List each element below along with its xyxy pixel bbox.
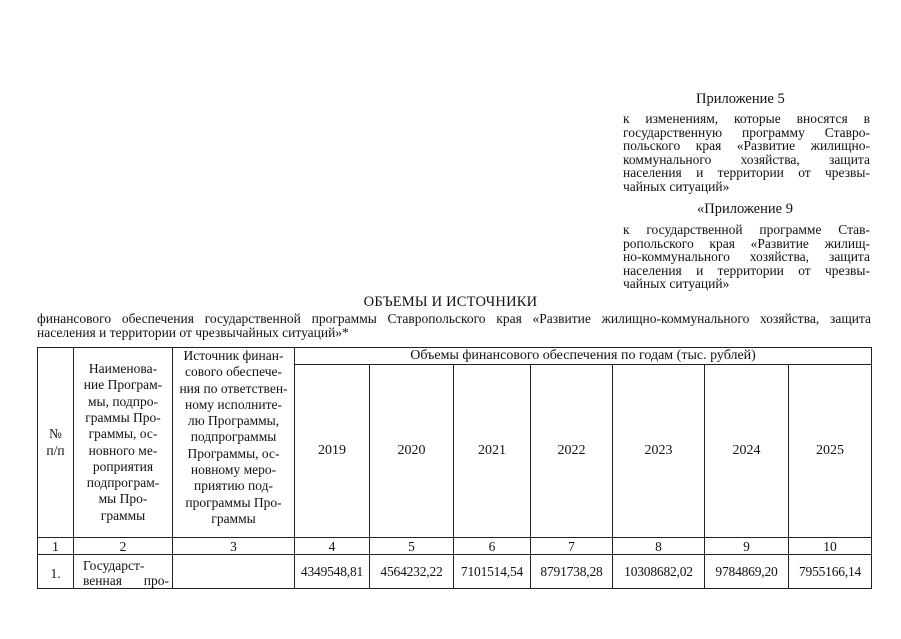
column-number: 9: [705, 538, 789, 555]
annex-reference: [623, 112, 870, 193]
column-number: 10: [789, 538, 872, 555]
row-source: [173, 555, 295, 589]
annex-line: коммунального хозяйства, защита: [623, 151, 870, 167]
year-header: 2019: [295, 365, 370, 538]
annex-line: к изменениям, которые вносятся в: [623, 111, 870, 126]
annex2-line: ропольского края «Развитие жилищ-: [623, 235, 870, 251]
row-value: 10308682,02: [613, 555, 705, 589]
financing-table: [37, 347, 872, 589]
annex-title: Приложение 5: [696, 91, 785, 107]
column-number: 7: [531, 538, 613, 555]
year-header: 2023: [613, 365, 705, 538]
header-volumes: Объемы финансового обеспечения по годам (тыс. рублей): [295, 348, 872, 365]
subtitle-line: финансового обеспечения государственной программы Ставропольского края «Развитие жилищно-коммунального хозяйства, защита: [37, 311, 871, 326]
row-value: 7955166,14: [789, 555, 872, 589]
subtitle-line: населения и территории от чрезвычайных ситуаций»*: [37, 324, 349, 340]
column-number: 5: [370, 538, 454, 555]
annex2-line: но-коммунального хозяйства, защита: [623, 249, 870, 264]
column-number: 6: [454, 538, 531, 555]
header-source: Источник финан- сового обеспече- ния по ответствен- ному исполните- лю Программы, подпрограммы Программы, ос- новному меро- приятию под- программы Про- граммы: [173, 348, 295, 538]
annex-line: чайных ситуаций»: [623, 178, 730, 194]
year-header: 2022: [531, 365, 613, 538]
year-header: 2025: [789, 365, 872, 538]
row-value: 9784869,20: [705, 555, 789, 589]
annex-line: государственную программу Ставро-: [623, 124, 870, 140]
row-number: 1.: [38, 555, 74, 589]
annex-line: польского края «Развитие жилищно-: [623, 138, 870, 153]
row-value: 7101514,54: [454, 555, 531, 589]
column-number: 8: [613, 538, 705, 555]
column-number: 1: [38, 538, 74, 555]
table-row: [38, 555, 872, 589]
year-header: 2021: [454, 365, 531, 538]
annex2-line: чайных ситуаций»: [623, 276, 730, 291]
annex2-title: «Приложение 9: [697, 201, 793, 217]
column-number: 3: [173, 538, 295, 555]
annex2-line: к государственной программе Став-: [623, 222, 870, 237]
row-value: 4564232,22: [370, 555, 454, 589]
column-number: 2: [74, 538, 173, 555]
column-number: 4: [295, 538, 370, 555]
header-name: Наименова- ние Програм- мы, подпро- граммы Про- граммы, ос- новного ме- роприятия подпрограм- мы Про- граммы: [74, 348, 173, 538]
document-title: ОБЪЕМЫ И ИСТОЧНИКИ: [363, 294, 538, 310]
year-header: 2024: [705, 365, 789, 538]
row-value: 8791738,28: [531, 555, 613, 589]
row-name: Государст- венная про-: [74, 555, 173, 589]
header-num: № п/п: [38, 348, 74, 538]
year-header: 2020: [370, 365, 454, 538]
annex-line: населения и территории от чрезвы-: [623, 165, 870, 180]
annex2-reference: [623, 223, 870, 291]
annex2-line: населения и территории от чрезвы-: [623, 262, 870, 278]
document-subtitle: [37, 312, 871, 339]
row-value: 4349548,81: [295, 555, 370, 589]
